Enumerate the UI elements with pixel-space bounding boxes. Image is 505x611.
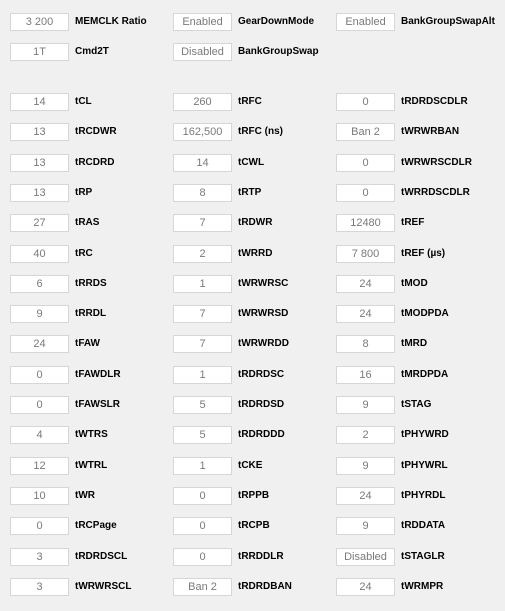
twrwrdd-label: tWRWRDD (238, 338, 289, 349)
trdrdsd-label: tRDRDSD (238, 399, 285, 410)
twrwrscdlr-value-field[interactable]: 0 (336, 154, 395, 172)
trdrddd-value-field[interactable]: 5 (173, 426, 232, 444)
twrwrsc-value-field[interactable]: 1 (173, 275, 232, 293)
twrwrdd-value-field[interactable]: 7 (173, 335, 232, 353)
tmodpda-label: tMODPDA (401, 308, 449, 319)
tras-value-field[interactable]: 27 (10, 214, 69, 232)
trcpb-value-field[interactable]: 0 (173, 517, 232, 535)
twr-label: tWR (75, 490, 95, 501)
tmrd-label: tMRD (401, 338, 428, 349)
twrmpr-value-field[interactable]: 24 (336, 578, 395, 596)
tref-s-label: tREF (µs) (401, 248, 446, 259)
tfawdlr-value-field[interactable]: 0 (10, 366, 69, 384)
trrdl-value-field[interactable]: 9 (10, 305, 69, 323)
tfawdlr-label: tFAWDLR (75, 369, 121, 380)
tcwl-value-field[interactable]: 14 (173, 154, 232, 172)
tphywrl-value-field[interactable]: 9 (336, 457, 395, 475)
trcdrd-value-field[interactable]: 13 (10, 154, 69, 172)
trfc-ns-value-field[interactable]: 162,500 (173, 123, 232, 141)
tmrd-value-field[interactable]: 8 (336, 335, 395, 353)
trdwr-value-field[interactable]: 7 (173, 214, 232, 232)
trcdwr-label: tRCDWR (75, 126, 117, 137)
twrwrsc-label: tWRWRSC (238, 278, 289, 289)
trfc-value-field[interactable]: 260 (173, 93, 232, 111)
tref-s-value-field[interactable]: 7 800 (336, 245, 395, 263)
tref-value-field[interactable]: 12480 (336, 214, 395, 232)
tphywrd-value-field[interactable]: 2 (336, 426, 395, 444)
geardownmode-label: GearDownMode (238, 16, 315, 27)
trrddlr-label: tRRDDLR (238, 551, 284, 562)
geardownmode-value-field[interactable]: Enabled (173, 13, 232, 31)
trdrddd-label: tRDRDDD (238, 429, 285, 440)
trfc-ns-label: tRFC (ns) (238, 126, 283, 137)
trcpb-label: tRCPB (238, 520, 270, 531)
trp-value-field[interactable]: 13 (10, 184, 69, 202)
trcdrd-label: tRCDRD (75, 157, 115, 168)
trppb-value-field[interactable]: 0 (173, 487, 232, 505)
bankgroupswap-value-field[interactable]: Disabled (173, 43, 232, 61)
tras-label: tRAS (75, 217, 100, 228)
tcl-label: tCL (75, 96, 92, 107)
trcpage-label: tRCPage (75, 520, 117, 531)
twrwrscl-label: tWRWRSCL (75, 581, 132, 592)
tstaglr-label: tSTAGLR (401, 551, 445, 562)
trrdl-label: tRRDL (75, 308, 107, 319)
trdwr-label: tRDWR (238, 217, 273, 228)
trdrdban-value-field[interactable]: Ban 2 (173, 578, 232, 596)
tphywrl-label: tPHYWRL (401, 460, 448, 471)
trdrdsc-label: tRDRDSC (238, 369, 285, 380)
bankgroupswapalt-label: BankGroupSwapAlt (401, 16, 495, 27)
tmrdpda-value-field[interactable]: 16 (336, 366, 395, 384)
tphyrdl-value-field[interactable]: 24 (336, 487, 395, 505)
trdrdsd-value-field[interactable]: 5 (173, 396, 232, 414)
tstag-value-field[interactable]: 9 (336, 396, 395, 414)
tmodpda-value-field[interactable]: 24 (336, 305, 395, 323)
trtp-label: tRTP (238, 187, 262, 198)
twrwrban-label: tWRWRBAN (401, 126, 460, 137)
trc-value-field[interactable]: 40 (10, 245, 69, 263)
twrwrscl-value-field[interactable]: 3 (10, 578, 69, 596)
twr-value-field[interactable]: 10 (10, 487, 69, 505)
twrwrscdlr-label: tWRWRSCDLR (401, 157, 472, 168)
trppb-label: tRPPB (238, 490, 270, 501)
trrds-label: tRRDS (75, 278, 107, 289)
trc-label: tRC (75, 248, 93, 259)
trdrdsc-value-field[interactable]: 1 (173, 366, 232, 384)
trrds-value-field[interactable]: 6 (10, 275, 69, 293)
twrmpr-label: tWRMPR (401, 581, 444, 592)
twrrd-value-field[interactable]: 2 (173, 245, 232, 263)
tmrdpda-label: tMRDPDA (401, 369, 449, 380)
trddata-value-field[interactable]: 9 (336, 517, 395, 535)
trdrdscdlr-label: tRDRDSCDLR (401, 96, 468, 107)
trrddlr-value-field[interactable]: 0 (173, 548, 232, 566)
tstaglr-value-field[interactable]: Disabled (336, 548, 395, 566)
trdrdscdlr-value-field[interactable]: 0 (336, 93, 395, 111)
tfawslr-value-field[interactable]: 0 (10, 396, 69, 414)
trcpage-value-field[interactable]: 0 (10, 517, 69, 535)
trdrdscl-value-field[interactable]: 3 (10, 548, 69, 566)
tref-label: tREF (401, 217, 425, 228)
tcke-value-field[interactable]: 1 (173, 457, 232, 475)
tfaw-label: tFAW (75, 338, 100, 349)
tcl-value-field[interactable]: 14 (10, 93, 69, 111)
tmod-label: tMOD (401, 278, 428, 289)
tcke-label: tCKE (238, 460, 263, 471)
tcwl-label: tCWL (238, 157, 265, 168)
trdrdban-label: tRDRDBAN (238, 581, 292, 592)
bankgroupswap-label: BankGroupSwap (238, 46, 319, 57)
trtp-value-field[interactable]: 8 (173, 184, 232, 202)
twtrs-label: tWTRS (75, 429, 108, 440)
tphywrd-label: tPHYWRD (401, 429, 449, 440)
tstag-label: tSTAG (401, 399, 432, 410)
twrwrban-value-field[interactable]: Ban 2 (336, 123, 395, 141)
trfc-label: tRFC (238, 96, 262, 107)
trdrdscl-label: tRDRDSCL (75, 551, 128, 562)
tfaw-value-field[interactable]: 24 (10, 335, 69, 353)
twrwrsd-value-field[interactable]: 7 (173, 305, 232, 323)
bankgroupswapalt-value-field[interactable]: Enabled (336, 13, 395, 31)
twtrs-value-field[interactable]: 4 (10, 426, 69, 444)
twtrl-value-field[interactable]: 12 (10, 457, 69, 475)
twrrd-label: tWRRD (238, 248, 273, 259)
tfawslr-label: tFAWSLR (75, 399, 120, 410)
twrwrsd-label: tWRWRSD (238, 308, 289, 319)
cmd2t-value-field[interactable]: 1T (10, 43, 69, 61)
memclk-ratio-value-field[interactable]: 3 200 (10, 13, 69, 31)
trcdwr-value-field[interactable]: 13 (10, 123, 69, 141)
trddata-label: tRDDATA (401, 520, 446, 531)
twrrdscdlr-value-field[interactable]: 0 (336, 184, 395, 202)
twtrl-label: tWTRL (75, 460, 108, 471)
twrrdscdlr-label: tWRRDSCDLR (401, 187, 470, 198)
cmd2t-label: Cmd2T (75, 46, 109, 57)
tmod-value-field[interactable]: 24 (336, 275, 395, 293)
tphyrdl-label: tPHYRDL (401, 490, 446, 501)
memclk-ratio-label: MEMCLK Ratio (75, 16, 147, 27)
trp-label: tRP (75, 187, 93, 198)
